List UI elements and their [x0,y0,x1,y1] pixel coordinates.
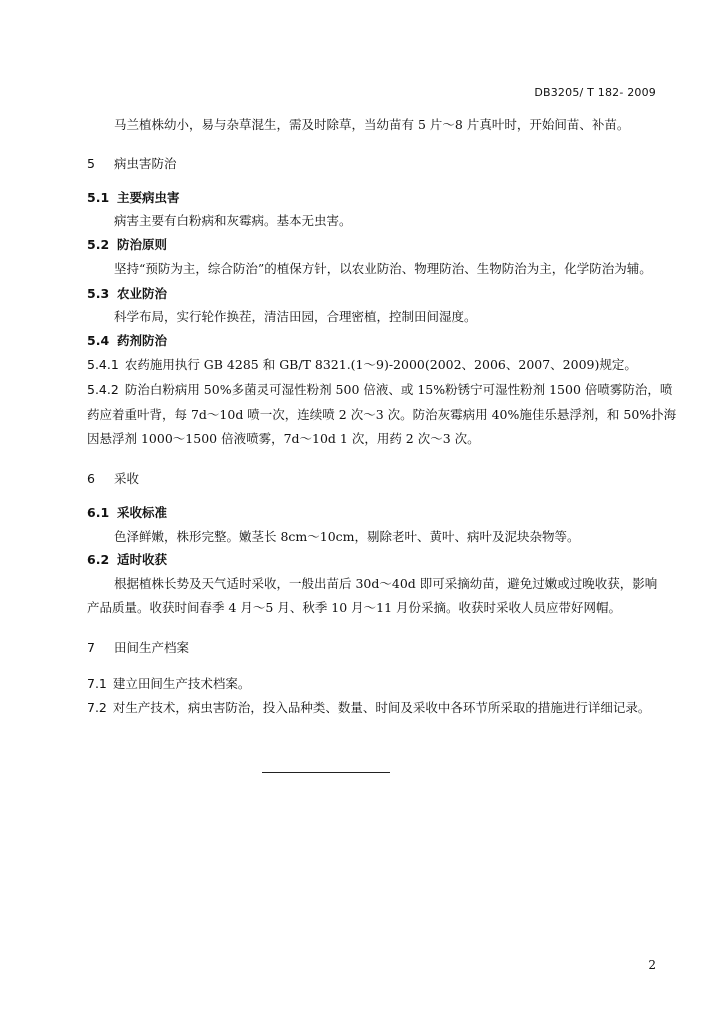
page-number: 2 [648,958,656,972]
clause-text-line: 药应着重叶背，每 7d～10d 喷一次，连续喷 2 次～3 次。防治灰霉病用 40%施佳乐悬浮剂，和 50%扑海 [87,407,677,422]
paragraph-line: 产品质量。收获时间春季 4 月～5 月、秋季 10 月～11 月份采摘。收获时采收人员应带好网帽。 [87,600,622,615]
section-title: 采收 [114,471,140,486]
subsection-number: 5.4 [87,333,110,348]
clause-text-line: 因悬浮剂 1000～1500 倍液喷雾，7d～10d 1 次，用药 2 次～3 次。 [87,431,480,446]
section-5-heading [87,152,177,176]
clause-7-1 [87,670,657,697]
subsection-6-1-heading [87,501,167,525]
subsection-number: 5.1 [87,190,110,205]
paragraph: 科学布局，实行轮作换茬，清洁田园，合理密植，控制田间湿度。 [114,309,477,324]
clause-text: 农药施用执行 GB 4285 和 GB/T 8321.(1～9)-2000(2002、2006、2007、2009)规定。 [124,357,637,372]
subsection-number: 6.2 [87,552,110,567]
subsection-title: 农业防治 [117,286,168,301]
subsection-5-4-heading [87,329,167,353]
clause-5-4-2 [87,376,673,403]
subsection-5-2-heading [87,233,167,257]
clause-number: 7.1 [87,676,107,691]
subsection-number: 6.1 [87,505,110,520]
standard-code: DB3205/ T 182- 2009 [534,86,656,99]
section-number: 5 [87,156,95,171]
clause-number: 5.4.2 [87,382,119,397]
paragraph: 色泽鲜嫩，株形完整。嫩茎长 8cm～10cm，剔除老叶、黄叶、病叶及泥块杂物等。 [114,529,580,544]
paragraph-line: 根据植株长势及天气适时采收，一般出苗后 30d～40d 即可采摘幼苗，避免过嫩或过晚收获，影响 [114,576,658,591]
clause-5-4-1 [87,351,657,378]
subsection-title: 采收标准 [117,505,168,520]
subsection-number: 5.3 [87,286,110,301]
clause-text: 对生产技术，病虫害防治，投入品种类、数量、时间及采收中各环节所采取的措施进行详细记录。 [112,700,651,715]
section-title: 田间生产档案 [114,640,190,655]
subsection-number: 5.2 [87,237,110,252]
section-number: 6 [87,471,95,486]
clause-number: 7.2 [87,700,107,715]
subsection-title: 防治原则 [117,237,168,252]
end-divider [262,772,390,773]
clause-7-2 [87,694,657,721]
section-7-heading [87,636,189,660]
section-number: 7 [87,640,95,655]
paragraph: 坚持“预防为主，综合防治”的植保方针，以农业防治、物理防治、生物防治为主，化学防治为辅。 [114,261,652,276]
subsection-6-2-heading [87,548,167,572]
paragraph: 病害主要有白粉病和灰霉病。基本无虫害。 [114,213,352,228]
clause-text-line: 防治白粉病用 50%多菌灵可湿性粉剂 500 倍液、或 15%粉锈宁可湿性粉剂 1500 倍喷雾防治，喷 [124,382,673,397]
subsection-title: 适时收获 [117,552,168,567]
subsection-title: 主要病虫害 [117,190,180,205]
section-title: 病虫害防治 [114,156,177,171]
clause-text: 建立田间生产技术档案。 [112,676,251,691]
clause-number: 5.4.1 [87,357,119,372]
intro-paragraph: 马兰植株幼小，易与杂草混生，需及时除草，当幼苗有 5 片～8 片真叶时，开始间苗、补苗。 [114,117,630,132]
subsection-title: 药剂防治 [117,333,168,348]
section-6-heading [87,467,139,491]
